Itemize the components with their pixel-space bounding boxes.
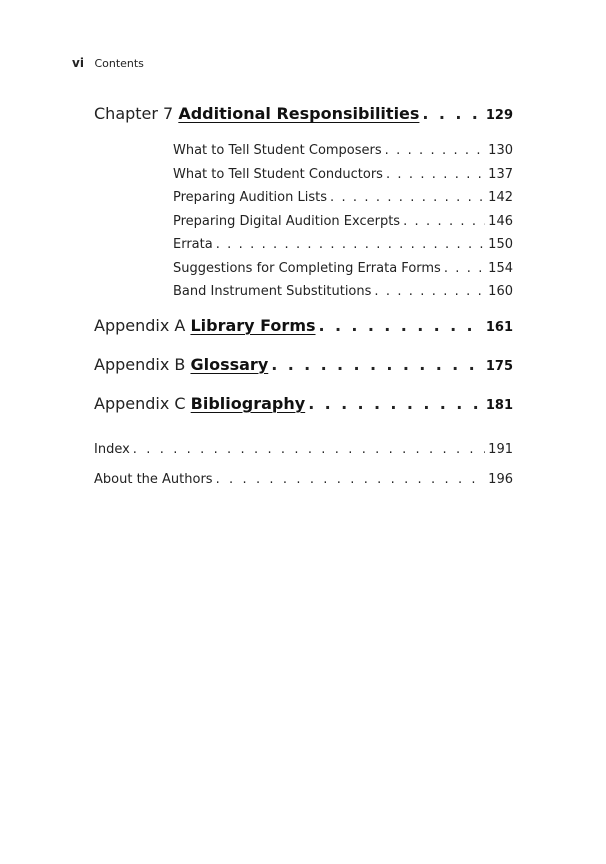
page-number: vi — [72, 56, 84, 70]
section-title: Preparing Digital Audition Excerpts — [173, 213, 401, 229]
section-title: Errata — [173, 237, 213, 252]
dot-leader — [133, 442, 485, 457]
dot-leader — [308, 394, 483, 413]
toc-section[interactable] — [173, 261, 513, 285]
appendix-page: 161 — [485, 319, 513, 335]
appendix-prefix: Appendix C — [94, 393, 186, 413]
toc-section[interactable] — [173, 284, 513, 308]
dot-leader — [216, 237, 485, 252]
chapter-title: Additional Responsibilities — [178, 104, 420, 123]
toc-index[interactable] — [94, 442, 513, 472]
dot-leader — [386, 167, 485, 182]
dot-leader — [374, 284, 485, 299]
back-matter-page: 196 — [488, 471, 513, 487]
toc-section[interactable] — [173, 190, 513, 214]
toc-appendix-a[interactable] — [94, 316, 513, 340]
appendix-prefix: Appendix B — [94, 354, 186, 374]
appendix-page: 175 — [485, 358, 513, 374]
dot-leader — [403, 214, 485, 229]
dot-leader — [422, 104, 482, 123]
appendix-title: Glossary — [190, 354, 269, 374]
appendix-title: Library Forms — [190, 315, 316, 335]
dot-leader — [330, 190, 485, 205]
chapter-sections — [173, 143, 513, 308]
table-of-contents — [94, 104, 513, 502]
back-matter-page: 191 — [488, 441, 513, 457]
dot-leader — [271, 355, 483, 374]
section-page: 130 — [488, 143, 513, 158]
dot-leader — [444, 261, 485, 276]
toc-section[interactable] — [173, 167, 513, 191]
toc-section[interactable] — [173, 237, 513, 261]
section-title: Band Instrument Substitutions — [173, 284, 372, 299]
section-page: 146 — [488, 213, 513, 229]
toc-appendix-b[interactable] — [94, 355, 513, 379]
chapter-page: 129 — [485, 108, 513, 123]
section-title: What to Tell Student Conductors — [173, 166, 383, 182]
back-matter — [94, 442, 513, 502]
dot-leader — [385, 143, 486, 158]
appendix-title: Bibliography — [190, 393, 306, 413]
toc-chapter-7[interactable] — [94, 104, 513, 128]
section-page: 137 — [488, 166, 513, 182]
section-page: 142 — [488, 190, 513, 205]
section-title: What to Tell Student Composers — [173, 143, 382, 158]
chapter-prefix: Chapter 7 — [94, 104, 174, 123]
section-title: Suggestions for Completing Errata Forms — [173, 260, 441, 276]
section-title: Preparing Audition Lists — [173, 190, 327, 205]
running-head-label: Contents — [94, 57, 144, 70]
toc-section[interactable] — [173, 143, 513, 167]
back-matter-title: About the Authors — [94, 471, 213, 487]
dot-leader — [319, 316, 483, 335]
section-page: 150 — [488, 237, 513, 252]
section-page: 160 — [488, 284, 513, 299]
running-head — [72, 56, 144, 70]
toc-appendix-c[interactable] — [94, 394, 513, 418]
dot-leader — [216, 472, 486, 487]
appendix-prefix: Appendix A — [94, 315, 186, 335]
back-matter-title: Index — [94, 441, 130, 457]
appendix-page: 181 — [485, 397, 513, 413]
toc-about-the-authors[interactable] — [94, 472, 513, 502]
toc-section[interactable] — [173, 214, 513, 238]
section-page: 154 — [488, 260, 513, 276]
